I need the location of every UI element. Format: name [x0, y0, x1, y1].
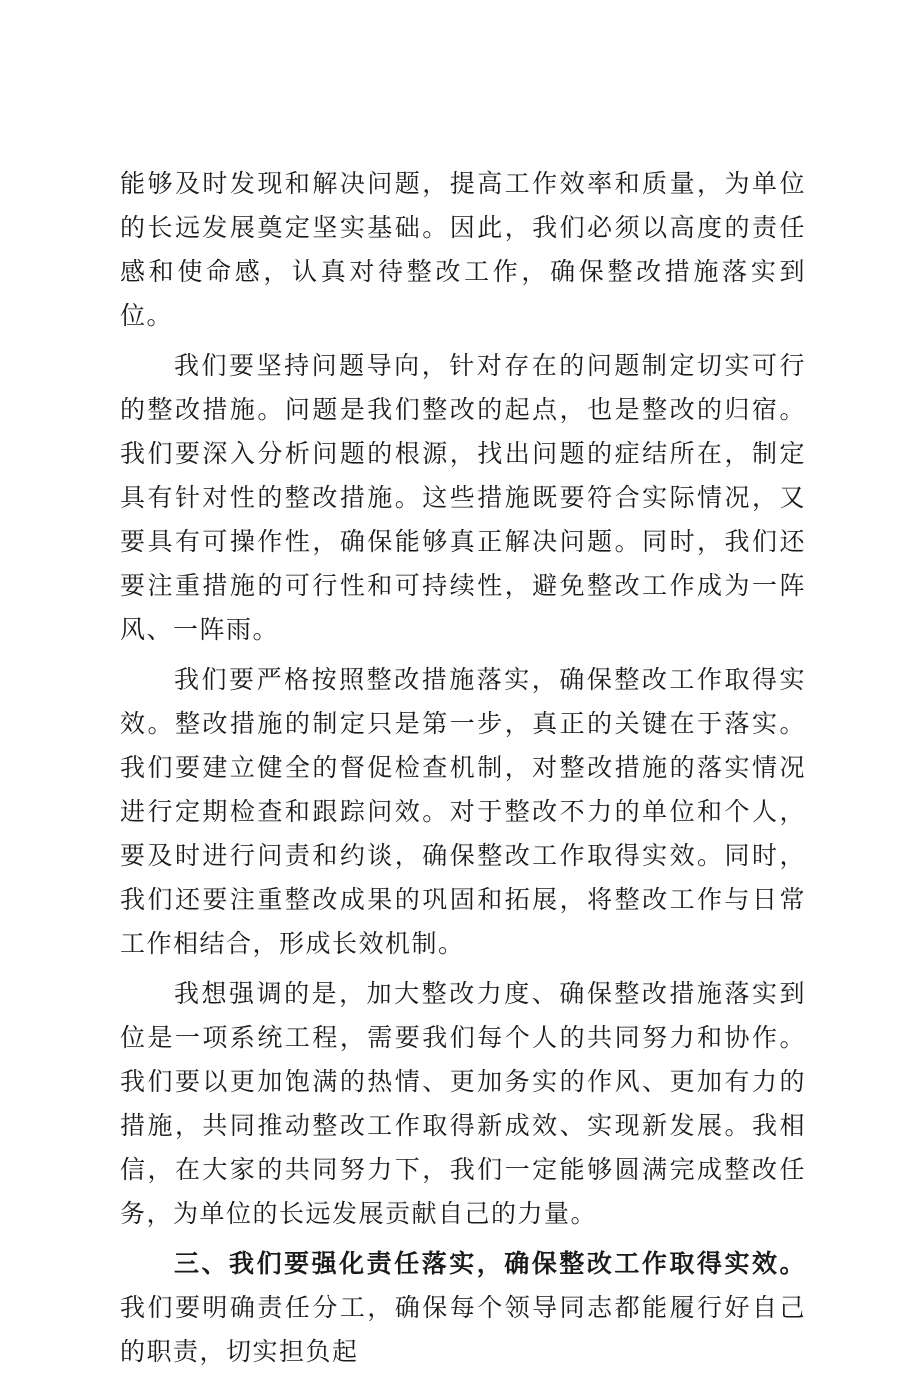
- section-heading: 三、我们要强化责任落实，确保整改工作取得实效。: [174, 1249, 806, 1278]
- document-page: [120, 162, 806, 1380]
- paragraph-problem-orientation: 我们要坚持问题导向，针对存在的问题制定切实可行的整改措施。问题是我们整改的起点，也是整改的归宿。我们要深入分析问题的根源，找出问题的症结所在，制定具有针对性的整改措施。这些措施既要符合实际情况，又要具有可操作性，确保能够真正解决问题。同时，我们还要注重措施的可行性和可持续性，避免整改工作成为一阵风、一阵雨。: [120, 351, 806, 644]
- paragraph-section-three: [120, 1242, 806, 1374]
- paragraph-continuation: 能够及时发现和解决问题，提高工作效率和质量，为单位的长远发展奠定坚实基础。因此，我们必须以高度的责任感和使命感，认真对待整改工作，确保整改措施落实到位。: [120, 169, 806, 330]
- section-text: 我们要明确责任分工，确保每个领导同志都能履行好自己的职责，切实担负起: [120, 1293, 806, 1366]
- paragraph-implementation: 我们要严格按照整改措施落实，确保整改工作取得实效。整改措施的制定只是第一步，真正的关键在于落实。我们要建立健全的督促检查机制，对整改措施的落实情况进行定期检查和跟踪问效。对于整改不力的单位和个人，要及时进行问责和约谈，确保整改工作取得实效。同时，我们还要注重整改成果的巩固和拓展，将整改工作与日常工作相结合，形成长效机制。: [120, 665, 806, 958]
- paragraph-emphasis: 我想强调的是，加大整改力度、确保整改措施落实到位是一项系统工程，需要我们每个人的共同努力和协作。我们要以更加饱满的热情、更加务实的作风、更加有力的措施，共同推动整改工作取得新成效、实现新发展。我相信，在大家的共同努力下，我们一定能够圆满完成整改任务，为单位的长远发展贡献自己的力量。: [120, 979, 806, 1228]
